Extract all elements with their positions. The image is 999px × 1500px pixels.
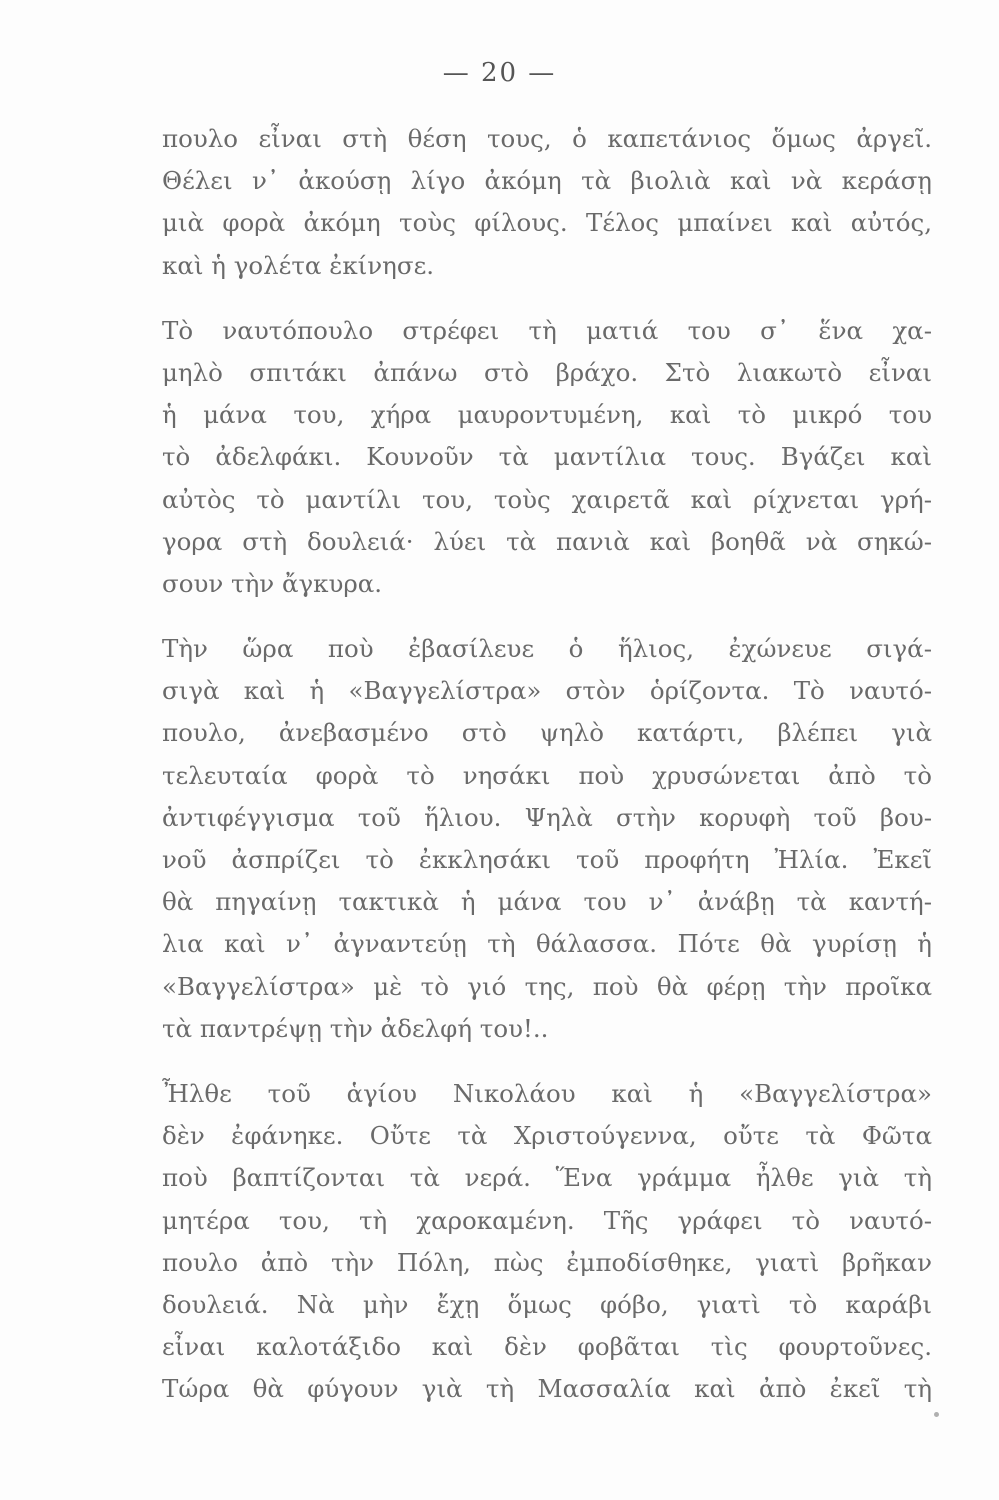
- text-line: καὶ ἡ γολέτα ἐκίνησε.: [162, 250, 435, 280]
- paper-speck: [934, 1412, 939, 1417]
- text-line: Θέλει ν᾽ ἀκούσῃ λίγο ἀκόμη τὰ βιολιὰ καὶ νὰ κεράσῃ: [162, 166, 932, 196]
- paragraph-4: [162, 1073, 932, 1411]
- text-line: γορα στὴ δουλειά· λύει τὰ πανιὰ καὶ βοηθᾶ νὰ σηκώ-: [162, 526, 932, 556]
- text-line: Τὴν ὥρα ποὺ ἐβασίλευε ὁ ἥλιος, ἐχώνευε σιγά-: [162, 634, 932, 664]
- paragraph-2: [162, 310, 932, 605]
- text-line: ἀντιφέγγισμα τοῦ ἥλιου. Ψηλὰ στὴν κορυφὴ τοῦ βου-: [162, 802, 932, 832]
- text-line: μητέρα του, τὴ χαροκαμένη. Τῆς γράφει τὸ ναυτό-: [162, 1205, 932, 1235]
- text-line: μιὰ φορὰ ἀκόμη τοὺς φίλους. Τέλος μπαίνει καὶ αὐτός,: [162, 208, 932, 238]
- text-line: ποὺ βαπτίζονται τὰ νερά. Ἕνα γράμμα ἦλθε γιὰ τὴ: [162, 1163, 932, 1193]
- text-line: λια καὶ ν᾽ ἀγναντεύῃ τὴ θάλασσα. Πότε θὰ γυρίσῃ ἡ: [162, 929, 932, 959]
- page-number: — 20 —: [442, 58, 557, 88]
- text-line: εἶναι καλοτάξιδο καὶ δὲν φοβᾶται τὶς φουρτοῦνες.: [162, 1332, 932, 1362]
- body-text: [162, 118, 932, 1433]
- text-line: δὲν ἐφάνηκε. Οὔτε τὰ Χριστούγεννα, οὔτε τὰ Φῶτα: [162, 1121, 932, 1151]
- text-line: πουλο, ἀνεβασμένο στὸ ψηλὸ κατάρτι, βλέπει γιὰ: [162, 718, 932, 748]
- text-line: τὸ ἀδελφάκι. Κουνοῦν τὰ μαντίλια τους. Βγάζει καὶ: [162, 442, 932, 472]
- text-line: τὰ παντρέψῃ τὴν ἀδελφή του!..: [162, 1013, 549, 1043]
- text-line: δουλειά. Νὰ μὴν ἔχῃ ὅμως φόβο, γιατὶ τὸ καράβι: [162, 1289, 932, 1319]
- text-line: ἡ μάνα του, χήρα μαυροντυμένη, καὶ τὸ μικρό του: [162, 400, 932, 430]
- text-line: «Βαγγελίστρα» μὲ τὸ γιό της, ποὺ θὰ φέρῃ τὴν προῖκα: [162, 971, 932, 1001]
- text-line: τελευταία φορὰ τὸ νησάκι ποὺ χρυσώνεται ἀπὸ τὸ: [162, 760, 932, 790]
- text-line: Τὸ ναυτόπουλο στρέφει τὴ ματιά του σ᾽ ἕνα χα-: [162, 315, 932, 345]
- text-line: Ἦλθε τοῦ ἁγίου Νικολάου καὶ ἡ «Βαγγελίστρα»: [162, 1078, 932, 1108]
- text-line: αὐτὸς τὸ μαντίλι του, τοὺς χαιρετᾶ καὶ ρίχνεται γρή-: [162, 484, 932, 514]
- paragraph-3: [162, 628, 932, 1050]
- text-line: μηλὸ σπιτάκι ἀπάνω στὸ βράχο. Στὸ λιακωτὸ εἶναι: [162, 357, 932, 387]
- text-line: νοῦ ἀσπρίζει τὸ ἐκκλησάκι τοῦ προφήτη Ἠλία. Ἐκεῖ: [162, 845, 932, 874]
- text-line: πουλο εἶναι στὴ θέση τους, ὁ καπετάνιος ὅμως ἀργεῖ.: [162, 124, 932, 153]
- text-line: Τώρα θὰ φύγουν γιὰ τὴ Μασσαλία καὶ ἀπὸ ἐκεῖ τὴ: [162, 1374, 932, 1404]
- paragraph-1: [162, 118, 932, 287]
- text-line: σουν τὴν ἄγκυρα.: [162, 568, 383, 598]
- text-line: πουλο ἀπὸ τὴν Πόλη, πὼς ἐμποδίσθηκε, γιατὶ βρῆκαν: [162, 1247, 932, 1277]
- text-line: θὰ πηγαίνῃ τακτικὰ ἡ μάνα του ν᾽ ἀνάβῃ τὰ καντή-: [162, 887, 932, 917]
- text-line: σιγὰ καὶ ἡ «Βαγγελίστρα» στὸν ὁρίζοντα. Τὸ ναυτό-: [162, 676, 932, 706]
